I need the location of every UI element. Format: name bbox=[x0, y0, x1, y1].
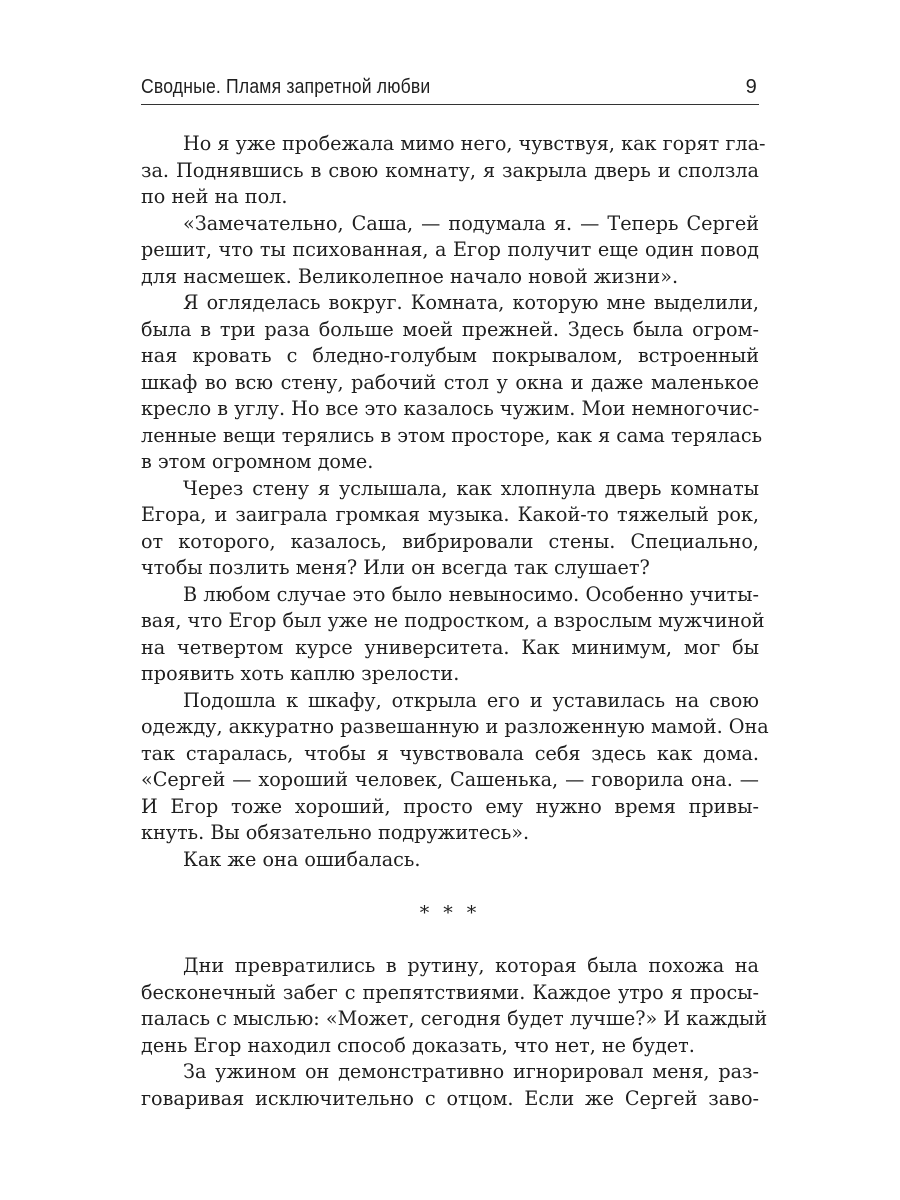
text-line: ная кровать с бледно-голубым покрывалом, встроенный bbox=[141, 344, 759, 367]
text-line: по ней на пол. bbox=[141, 185, 288, 208]
text-line: так старалась, чтобы я чувствовала себя здесь как дома. bbox=[141, 741, 759, 765]
text-line: от которого, казалось, вибрировали стены. Специально, bbox=[141, 529, 759, 553]
text-line: «Замечательно, Саша, — подумала я. — Теперь Сергей bbox=[183, 211, 759, 235]
text-line: Но я уже пробежала мимо него, чувствуя, как горят гла- bbox=[183, 132, 766, 155]
text-line: решит, что ты психованная, а Егор получит еще один повод bbox=[141, 238, 759, 261]
text-line: За ужином он демонстративно игнорировал меня, раз- bbox=[183, 1060, 759, 1083]
body-text bbox=[141, 131, 769, 1112]
text-line: кресло в углу. Но все это казалось чужим. Мои немногочис- bbox=[141, 397, 760, 420]
text-line: день Егор находил способ доказать, что нет, не будет. bbox=[141, 1033, 695, 1057]
text-line: говаривая исключительно с отцом. Если же Сергей заво- bbox=[141, 1086, 759, 1110]
text-line: шкаф во всю стену, рабочий стол у окна и даже маленькое bbox=[141, 370, 759, 394]
text-line: Дни превратились в рутину, которая была похожа на bbox=[183, 954, 759, 977]
text-line: «Сергей — хороший человек, Сашенька, — говорила она. — bbox=[141, 768, 759, 791]
running-header bbox=[141, 72, 759, 105]
text-line: вая, что Егор был уже не подростком, а взрослым мужчиной bbox=[141, 609, 765, 632]
text-line: проявить хоть каплю зрелости. bbox=[141, 662, 460, 685]
text-line: бесконечный забег с препятствиями. Каждое утро я просы- bbox=[141, 980, 759, 1004]
text-line: В любом случае это было невыносимо. Особенно учиты- bbox=[183, 582, 759, 606]
text-line: ленные вещи терялись в этом просторе, как я сама терялась bbox=[141, 423, 763, 447]
text-line: палась с мыслью: «Может, сегодня будет лучше?» И каждый bbox=[141, 1007, 768, 1030]
text-line: Егора, и заиграла громкая музыка. Какой-то тяжелый рок, bbox=[141, 503, 759, 526]
page-number: 9 bbox=[745, 76, 757, 98]
text-line: Подошла к шкафу, открыла его и уставилась на свою bbox=[183, 688, 759, 712]
text-line: чтобы позлить меня? Или он всегда так слушает? bbox=[141, 556, 650, 579]
text-line: была в три раза больше моей прежней. Здесь была огром- bbox=[141, 317, 759, 341]
text-line: Через стену я услышала, как хлопнула дверь комнаты bbox=[183, 476, 759, 500]
text-line: за. Поднявшись в свою комнату, я закрыла дверь и сползла bbox=[141, 158, 759, 182]
section-separator: * * * bbox=[419, 902, 481, 924]
text-line: Как же она ошибалась. bbox=[183, 847, 421, 871]
text-line: Я огляделась вокруг. Комната, которую мне выделили, bbox=[183, 291, 759, 314]
text-line: в этом огромном доме. bbox=[141, 450, 374, 473]
text-line: одежду, аккуратно развешанную и разложенную мамой. Она bbox=[141, 715, 769, 738]
text-line: И Егор тоже хороший, просто ему нужно время привы- bbox=[141, 794, 759, 818]
text-line: для насмешек. Великолепное начало новой жизни». bbox=[141, 264, 679, 288]
book-title: Сводные. Пламя запретной любви bbox=[141, 76, 431, 98]
text-line: на четвертом курсе университета. Как минимум, мог бы bbox=[141, 635, 759, 659]
text-line: кнуть. Вы обязательно подружитесь». bbox=[141, 821, 530, 844]
